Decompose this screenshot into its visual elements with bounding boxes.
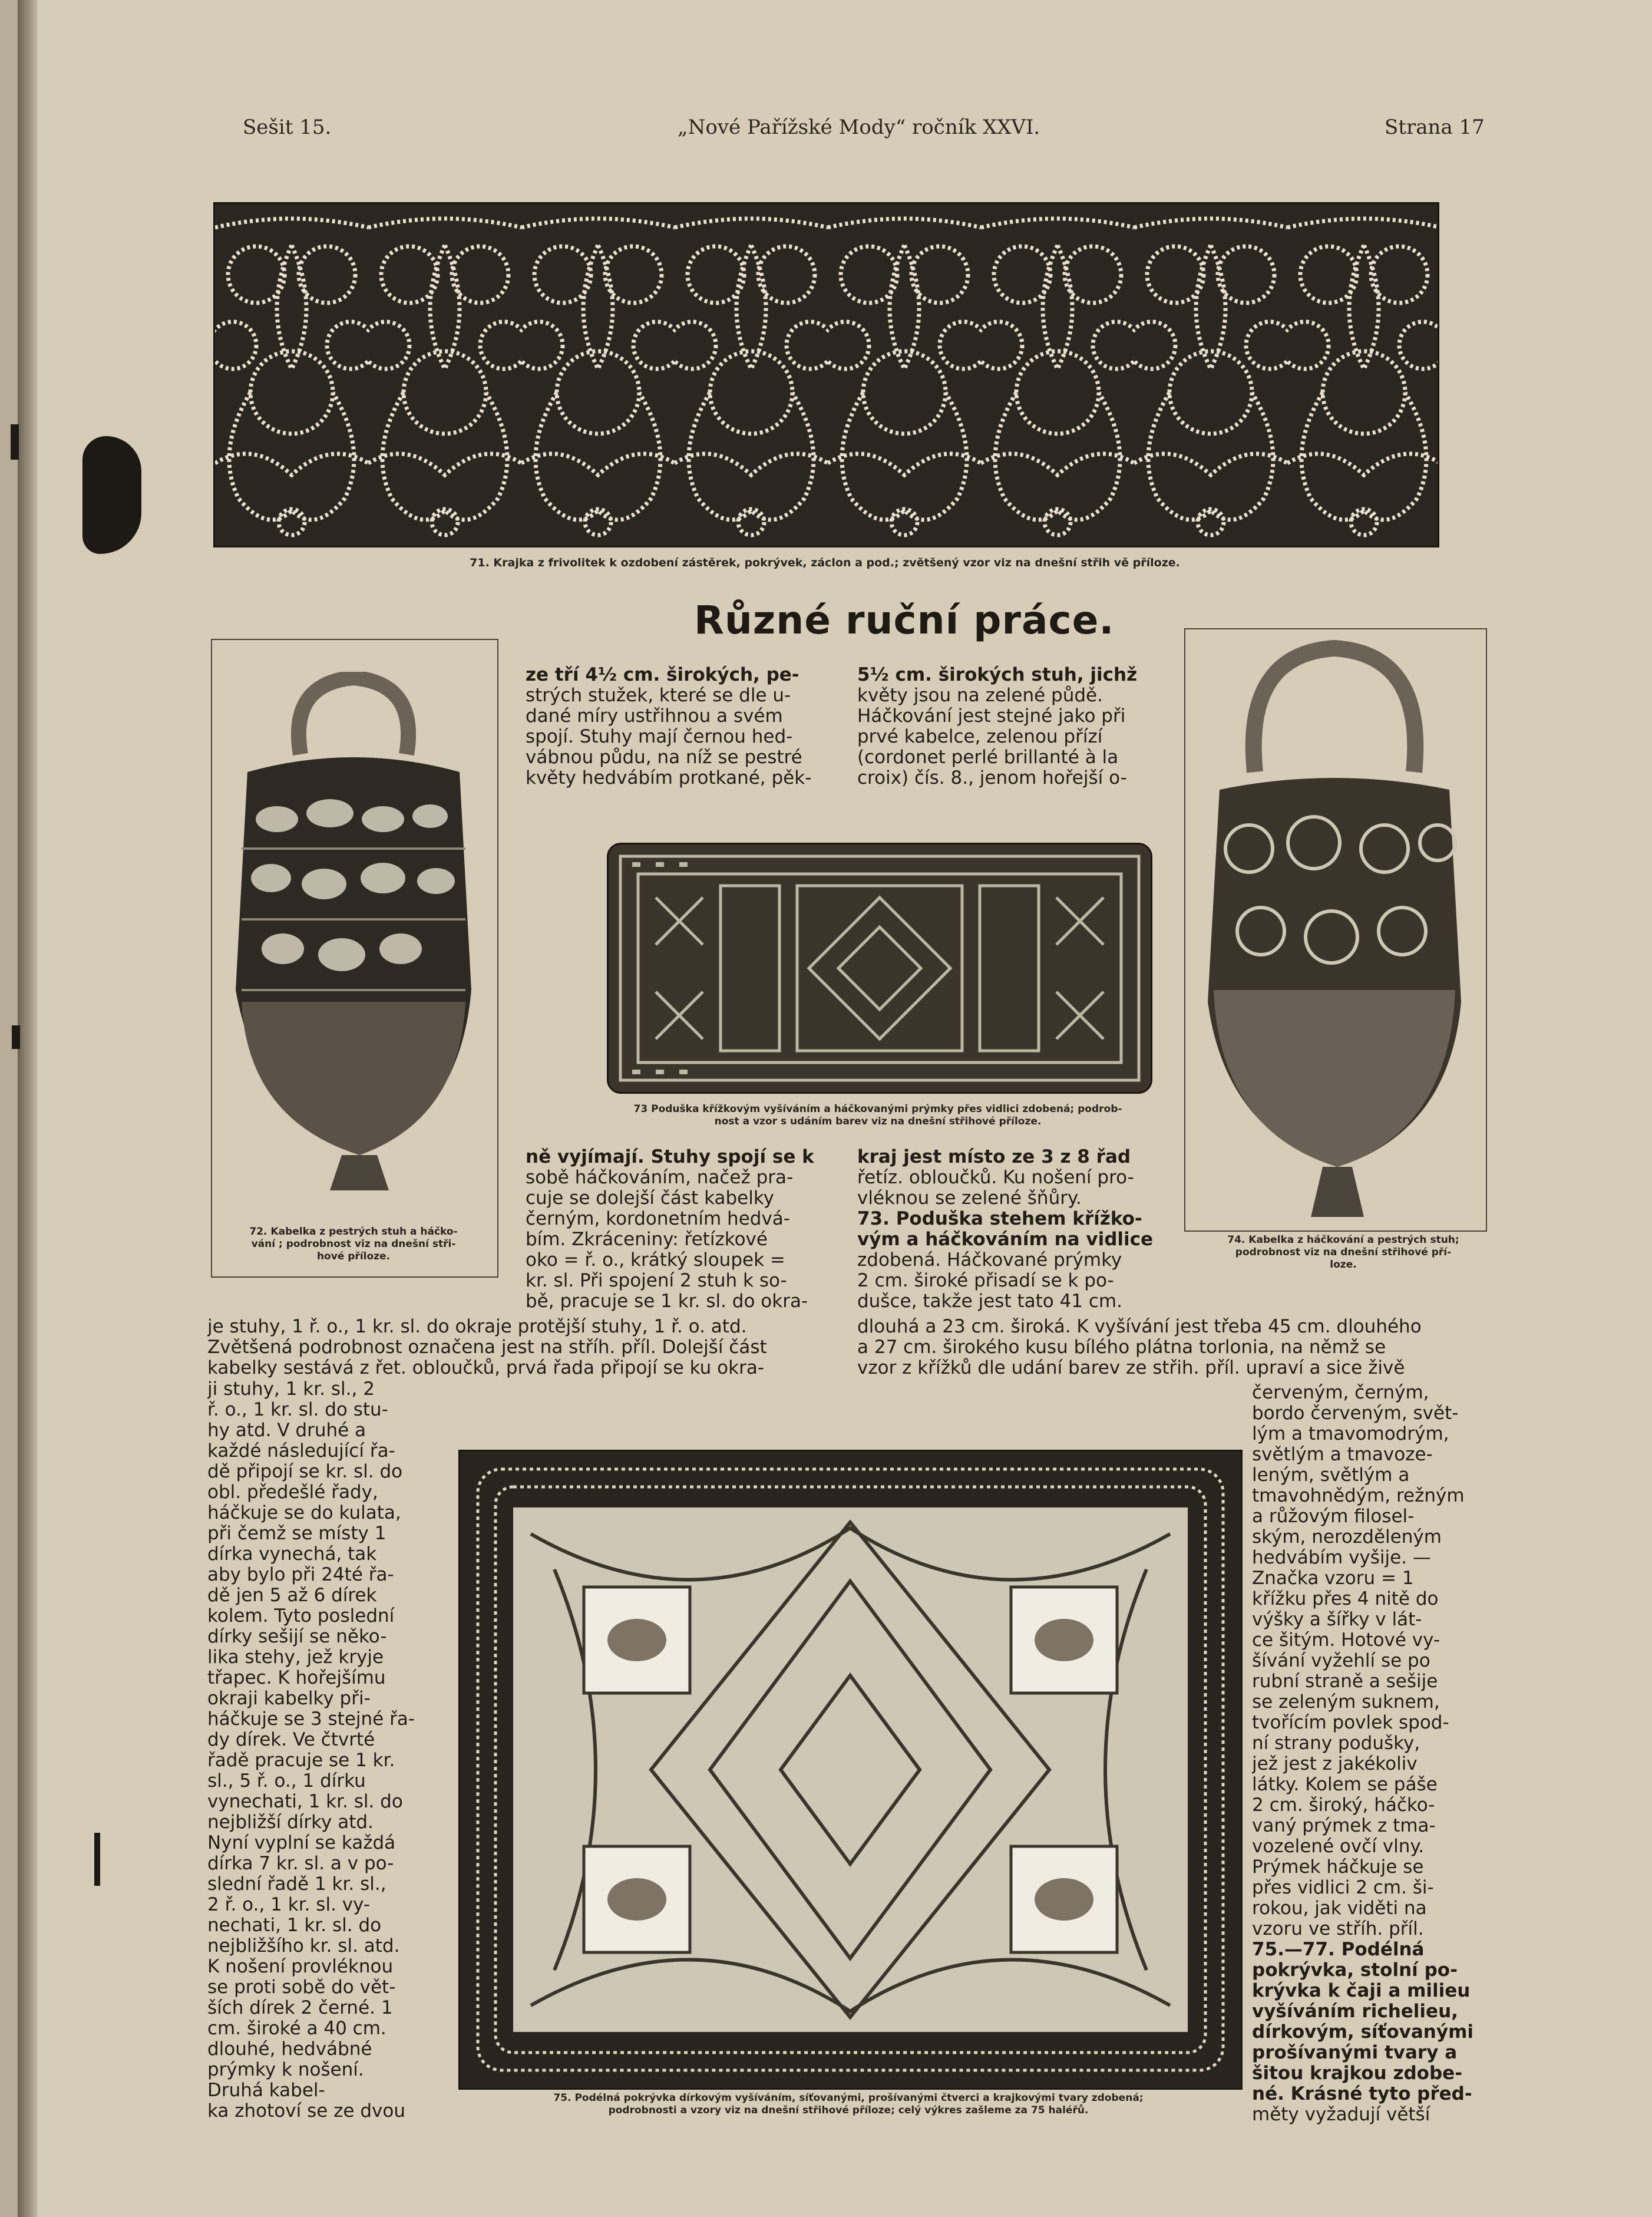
text-line: je stuhy, 1 ř. o., 1 kr. sl. do okraje protější stuhy, 1 ř. o. atd. xyxy=(207,1317,747,1337)
text-line: croix) čís. 8., jenom hořejší o- xyxy=(857,768,1127,789)
text-line: měty vyžadují větší xyxy=(1252,2104,1430,2125)
text-line: dlouhá a 23 cm. široká. K vyšívání jest třeba 45 cm. dlouhého xyxy=(857,1317,1422,1337)
text-line: a růžovým filosel- xyxy=(1252,1506,1415,1527)
column-middle-b xyxy=(857,1147,1187,1318)
header-page-number: Strana 17 xyxy=(1385,116,1485,139)
text-line: křížku přes 4 nitě do xyxy=(1252,1589,1439,1609)
text-line: strých stužek, které se dle u- xyxy=(526,685,791,706)
text-line: 75.—77. Podélná xyxy=(1252,1939,1425,1960)
text-line: nechati, 1 kr. sl. do xyxy=(207,1915,382,1936)
text-line: rokou, jak viděti na xyxy=(1252,1898,1427,1919)
text-line: cm. široké a 40 cm. xyxy=(207,2018,386,2039)
column-wide-right xyxy=(857,1317,1505,1383)
text-line: řetíz. obloučků. Ku nošení pro- xyxy=(857,1167,1134,1188)
text-line: lika stehy, jež kryje xyxy=(207,1647,384,1668)
text-line: šitou krajkou zdobe- xyxy=(1252,2063,1463,2084)
caption-line: podrobnost viz na dnešní střihové pří- xyxy=(1235,1246,1452,1258)
caption-figure-71: 71. Krajka z frivolitek k ozdobení zástěrek, pokrývek, záclon a pod.; zvětšený vzor viz na dnešní střih vě příloze. xyxy=(470,556,1180,569)
column-middle-a xyxy=(526,1147,855,1318)
column-right-narrow xyxy=(1252,1383,1488,2131)
column-left-narrow xyxy=(207,1379,437,2127)
gutter-mark-small xyxy=(11,424,19,460)
text-line: vynechati, 1 kr. sl. do xyxy=(207,1792,403,1812)
text-line: květy hedvábím protkané, pěk- xyxy=(526,768,812,789)
text-line: přes vidlici 2 cm. ši- xyxy=(1252,1878,1434,1898)
text-line: pokrývka, stolní po- xyxy=(1252,1960,1458,1981)
text-line: dě jen 5 až 6 dírek xyxy=(207,1585,377,1606)
text-line: prošívanými tvary a xyxy=(1252,2043,1458,2063)
text-line: tvořícím povlek spod- xyxy=(1252,1713,1449,1733)
text-line: slední řadě 1 kr. sl., xyxy=(207,1874,386,1895)
caption-figure-72 xyxy=(218,1226,489,1263)
section-title: Různé ruční práce. xyxy=(694,598,1115,643)
text-line: tmavohnědým, režným xyxy=(1252,1486,1465,1506)
text-line: prýmky k nošení. xyxy=(207,2060,364,2080)
text-line: spojí. Stuhy mají černou hed- xyxy=(526,727,793,747)
text-line: jež jest z jakékoliv xyxy=(1252,1754,1418,1774)
text-line: obl. předešlé řady, xyxy=(207,1482,378,1503)
text-line: krývka k čaji a milieu xyxy=(1252,1981,1471,2001)
text-line: vaný prýmek z tma- xyxy=(1252,1816,1436,1836)
text-line: háčkuje se 3 stejné řa- xyxy=(207,1709,415,1730)
caption-line: loze. xyxy=(1330,1259,1357,1271)
caption-line: 74. Kabelka z háčkování a pestrých stuh; xyxy=(1227,1234,1459,1246)
text-line: Druhá kabel- xyxy=(207,2080,325,2101)
text-line: sobě háčkováním, načež pra- xyxy=(526,1167,794,1188)
gutter-blot xyxy=(82,436,141,554)
text-line: ších dírek 2 černé. 1 xyxy=(207,1998,393,2018)
text-line: květy jsou na zelené půdě. xyxy=(857,685,1103,706)
text-line: bím. Zkráceniny: řetízkové xyxy=(526,1229,768,1250)
text-line: dírka vynechá, tak xyxy=(207,1544,377,1565)
text-line: ji stuhy, 1 kr. sl., 2 xyxy=(207,1379,375,1400)
text-line: ní strany podušky, xyxy=(1252,1733,1420,1754)
text-line: vozelené ovčí vlny. xyxy=(1252,1836,1425,1857)
text-line: 5½ cm. širokých stuh, jichž xyxy=(857,665,1138,685)
text-line: dírka 7 kr. sl. a v po- xyxy=(207,1853,394,1874)
text-line: se proti sobě do vět- xyxy=(207,1977,396,1998)
caption-line: podrobnosti a vzory viz na dnešní střihové příloze; celý výkres zašleme za 75 haléřů. xyxy=(608,2104,1089,2116)
text-line: vléknou se zelené šňůry. xyxy=(857,1188,1082,1209)
text-line: kr. sl. Při spojení 2 stuh k so- xyxy=(526,1271,787,1291)
figure-72-ribbon-bag xyxy=(224,672,483,1190)
column-top-middle-a xyxy=(526,665,855,794)
figure-73-cross-stitch-cushion xyxy=(607,843,1152,1094)
text-line: dy dírek. Ve čtvrté xyxy=(207,1730,375,1750)
caption-line: 73 Poduška křížkovým vyšíváním a háčkovanými prýmky přes vidlici zdobená; podrob- xyxy=(633,1103,1122,1115)
text-line: sl., 5 ř. o., 1 dírku xyxy=(207,1771,366,1792)
text-line: aby bylo při 24té řa- xyxy=(207,1565,394,1585)
text-line: ským, nerozděleným xyxy=(1252,1527,1442,1548)
text-line: dě připojí se kr. sl. do xyxy=(207,1461,403,1482)
text-line: lým a tmavomodrým, xyxy=(1252,1424,1449,1444)
text-line: ř. o., 1 kr. sl. do stu- xyxy=(207,1400,388,1420)
page-binding xyxy=(18,0,38,2217)
text-line: rubní straně a sešije xyxy=(1252,1671,1438,1692)
text-line: hedvábím vyšije. — xyxy=(1252,1548,1431,1568)
text-line: se zeleným suknem, xyxy=(1252,1692,1440,1713)
text-line: vábnou půdu, na níž se pestré xyxy=(526,747,802,768)
caption-figure-74 xyxy=(1184,1234,1502,1271)
caption-line: 75. Podélná pokrývka dírkovým vyšíváním, síťovanými, prošívanými čtverci a krajkovými tvary zdobená; xyxy=(553,2092,1144,2104)
text-line: světlým a tmavoze- xyxy=(1252,1444,1433,1465)
text-line: ka zhotoví se ze dvou xyxy=(207,2101,405,2122)
text-line: dušce, takže jest tato 41 cm. xyxy=(857,1291,1122,1312)
caption-line: vání ; podrobnost viz na dnešní stři- xyxy=(251,1238,456,1250)
caption-figure-75 xyxy=(448,2092,1249,2117)
text-line: né. Krásné tyto před- xyxy=(1252,2084,1472,2104)
text-line: (cordonet perlé brillanté à la xyxy=(857,747,1119,768)
text-line: Prýmek háčkuje se xyxy=(1252,1857,1424,1878)
caption-line: hové příloze. xyxy=(316,1251,391,1262)
column-wide-left xyxy=(207,1317,855,1383)
text-line: oko = ř. o., krátký sloupek = xyxy=(526,1250,785,1271)
text-line: šívání vyžehlí se po xyxy=(1252,1651,1430,1671)
caption-figure-73 xyxy=(507,1103,1249,1128)
text-line: řadě pracuje se 1 kr. xyxy=(207,1750,395,1771)
figure-75-embroidered-cover xyxy=(458,1450,1243,2090)
text-line: Nyní vyplní se každá xyxy=(207,1833,396,1853)
text-line: ze tří 4½ cm. širokých, pe- xyxy=(526,665,799,685)
text-line: 2 ř. o., 1 kr. sl. vy- xyxy=(207,1895,371,1915)
text-line: leným, světlým a xyxy=(1252,1465,1410,1486)
text-line: černým, kordonetním hedvá- xyxy=(526,1209,790,1229)
text-line: okraji kabelky při- xyxy=(207,1688,371,1709)
text-line: bordo červeným, svět- xyxy=(1252,1403,1459,1424)
figure-74-crochet-bag xyxy=(1196,636,1473,1220)
text-line: vým a háčkováním na vidlice xyxy=(857,1229,1154,1250)
text-line: bě, pracuje se 1 kr. sl. do okra- xyxy=(526,1291,808,1312)
text-line: zdobená. Háčkované prýmky xyxy=(857,1250,1122,1271)
text-line: látky. Kolem se páše xyxy=(1252,1774,1438,1795)
text-line: Háčkování jest stejné jako při xyxy=(857,706,1126,727)
text-line: 73. Poduška stehem křížko- xyxy=(857,1209,1142,1229)
text-line: vyšíváním richelieu, xyxy=(1252,2001,1458,2022)
text-line: a 27 cm. širokého kusu bílého plátna torlonia, na němž se xyxy=(857,1337,1386,1358)
header-magazine-title: „Nové Pařížské Mody“ ročník XXVI. xyxy=(678,116,1040,139)
text-line: dírkovým, síťovanými xyxy=(1252,2022,1473,2043)
text-line: 2 cm. široké přisadí se k po- xyxy=(857,1271,1114,1291)
text-line: ce šitým. Hotové vy- xyxy=(1252,1630,1440,1651)
text-line: cuje se dolejší část kabelky xyxy=(526,1188,775,1209)
text-line: ně vyjímají. Stuhy spojí se k xyxy=(526,1147,814,1167)
text-line: K nošení provléknou xyxy=(207,1957,394,1977)
text-line: vzor z křížků dle udání barev ze střih. příl. upraví a sice živě xyxy=(857,1358,1405,1378)
text-line: vzoru ve stříh. příl. xyxy=(1252,1919,1424,1939)
text-line: dané míry ustřihnou a svém xyxy=(526,706,783,727)
figure-71-lace-border xyxy=(213,202,1439,547)
text-line: každé následující řa- xyxy=(207,1441,395,1461)
text-line: kabelky sestává z řet. obloučků, prvá řada připojí se ku okra- xyxy=(207,1358,765,1378)
text-line: prvé kabelce, zelenou přízí xyxy=(857,727,1103,747)
text-line: červeným, černým, xyxy=(1252,1383,1429,1403)
text-line: výšky a šířky v lát- xyxy=(1252,1609,1422,1630)
text-line: hy atd. V druhé a xyxy=(207,1420,366,1441)
column-top-middle-b xyxy=(857,665,1187,794)
text-line: Značka vzoru = 1 xyxy=(1252,1568,1414,1589)
gutter-mark-small xyxy=(94,1833,100,1886)
text-line: kraj jest místo ze 3 z 8 řad xyxy=(857,1147,1131,1167)
caption-line: nost a vzor s udáním barev viz na dnešní střihové příloze. xyxy=(714,1116,1042,1127)
header-issue: Sešit 15. xyxy=(243,116,332,139)
gutter-mark-small xyxy=(12,1025,20,1049)
text-line: dírky sešijí se něko- xyxy=(207,1627,387,1647)
text-line: Zvětšená podrobnost označena jest na stříh. příl. Dolejší část xyxy=(207,1337,767,1358)
text-line: 2 cm. široký, háčko- xyxy=(1252,1795,1435,1816)
text-line: dlouhé, hedvábné xyxy=(207,2039,372,2060)
text-line: nejbližší dírky atd. xyxy=(207,1812,374,1833)
text-line: háčkuje se do kulata, xyxy=(207,1503,401,1523)
text-line: kolem. Tyto poslední xyxy=(207,1606,395,1627)
text-line: třapec. K hořejšímu xyxy=(207,1668,386,1688)
text-line: při čemž se místy 1 xyxy=(207,1523,386,1544)
text-line: nejbližšího kr. sl. atd. xyxy=(207,1936,400,1957)
caption-line: 72. Kabelka z pestrých stuh a háčko- xyxy=(249,1226,458,1238)
